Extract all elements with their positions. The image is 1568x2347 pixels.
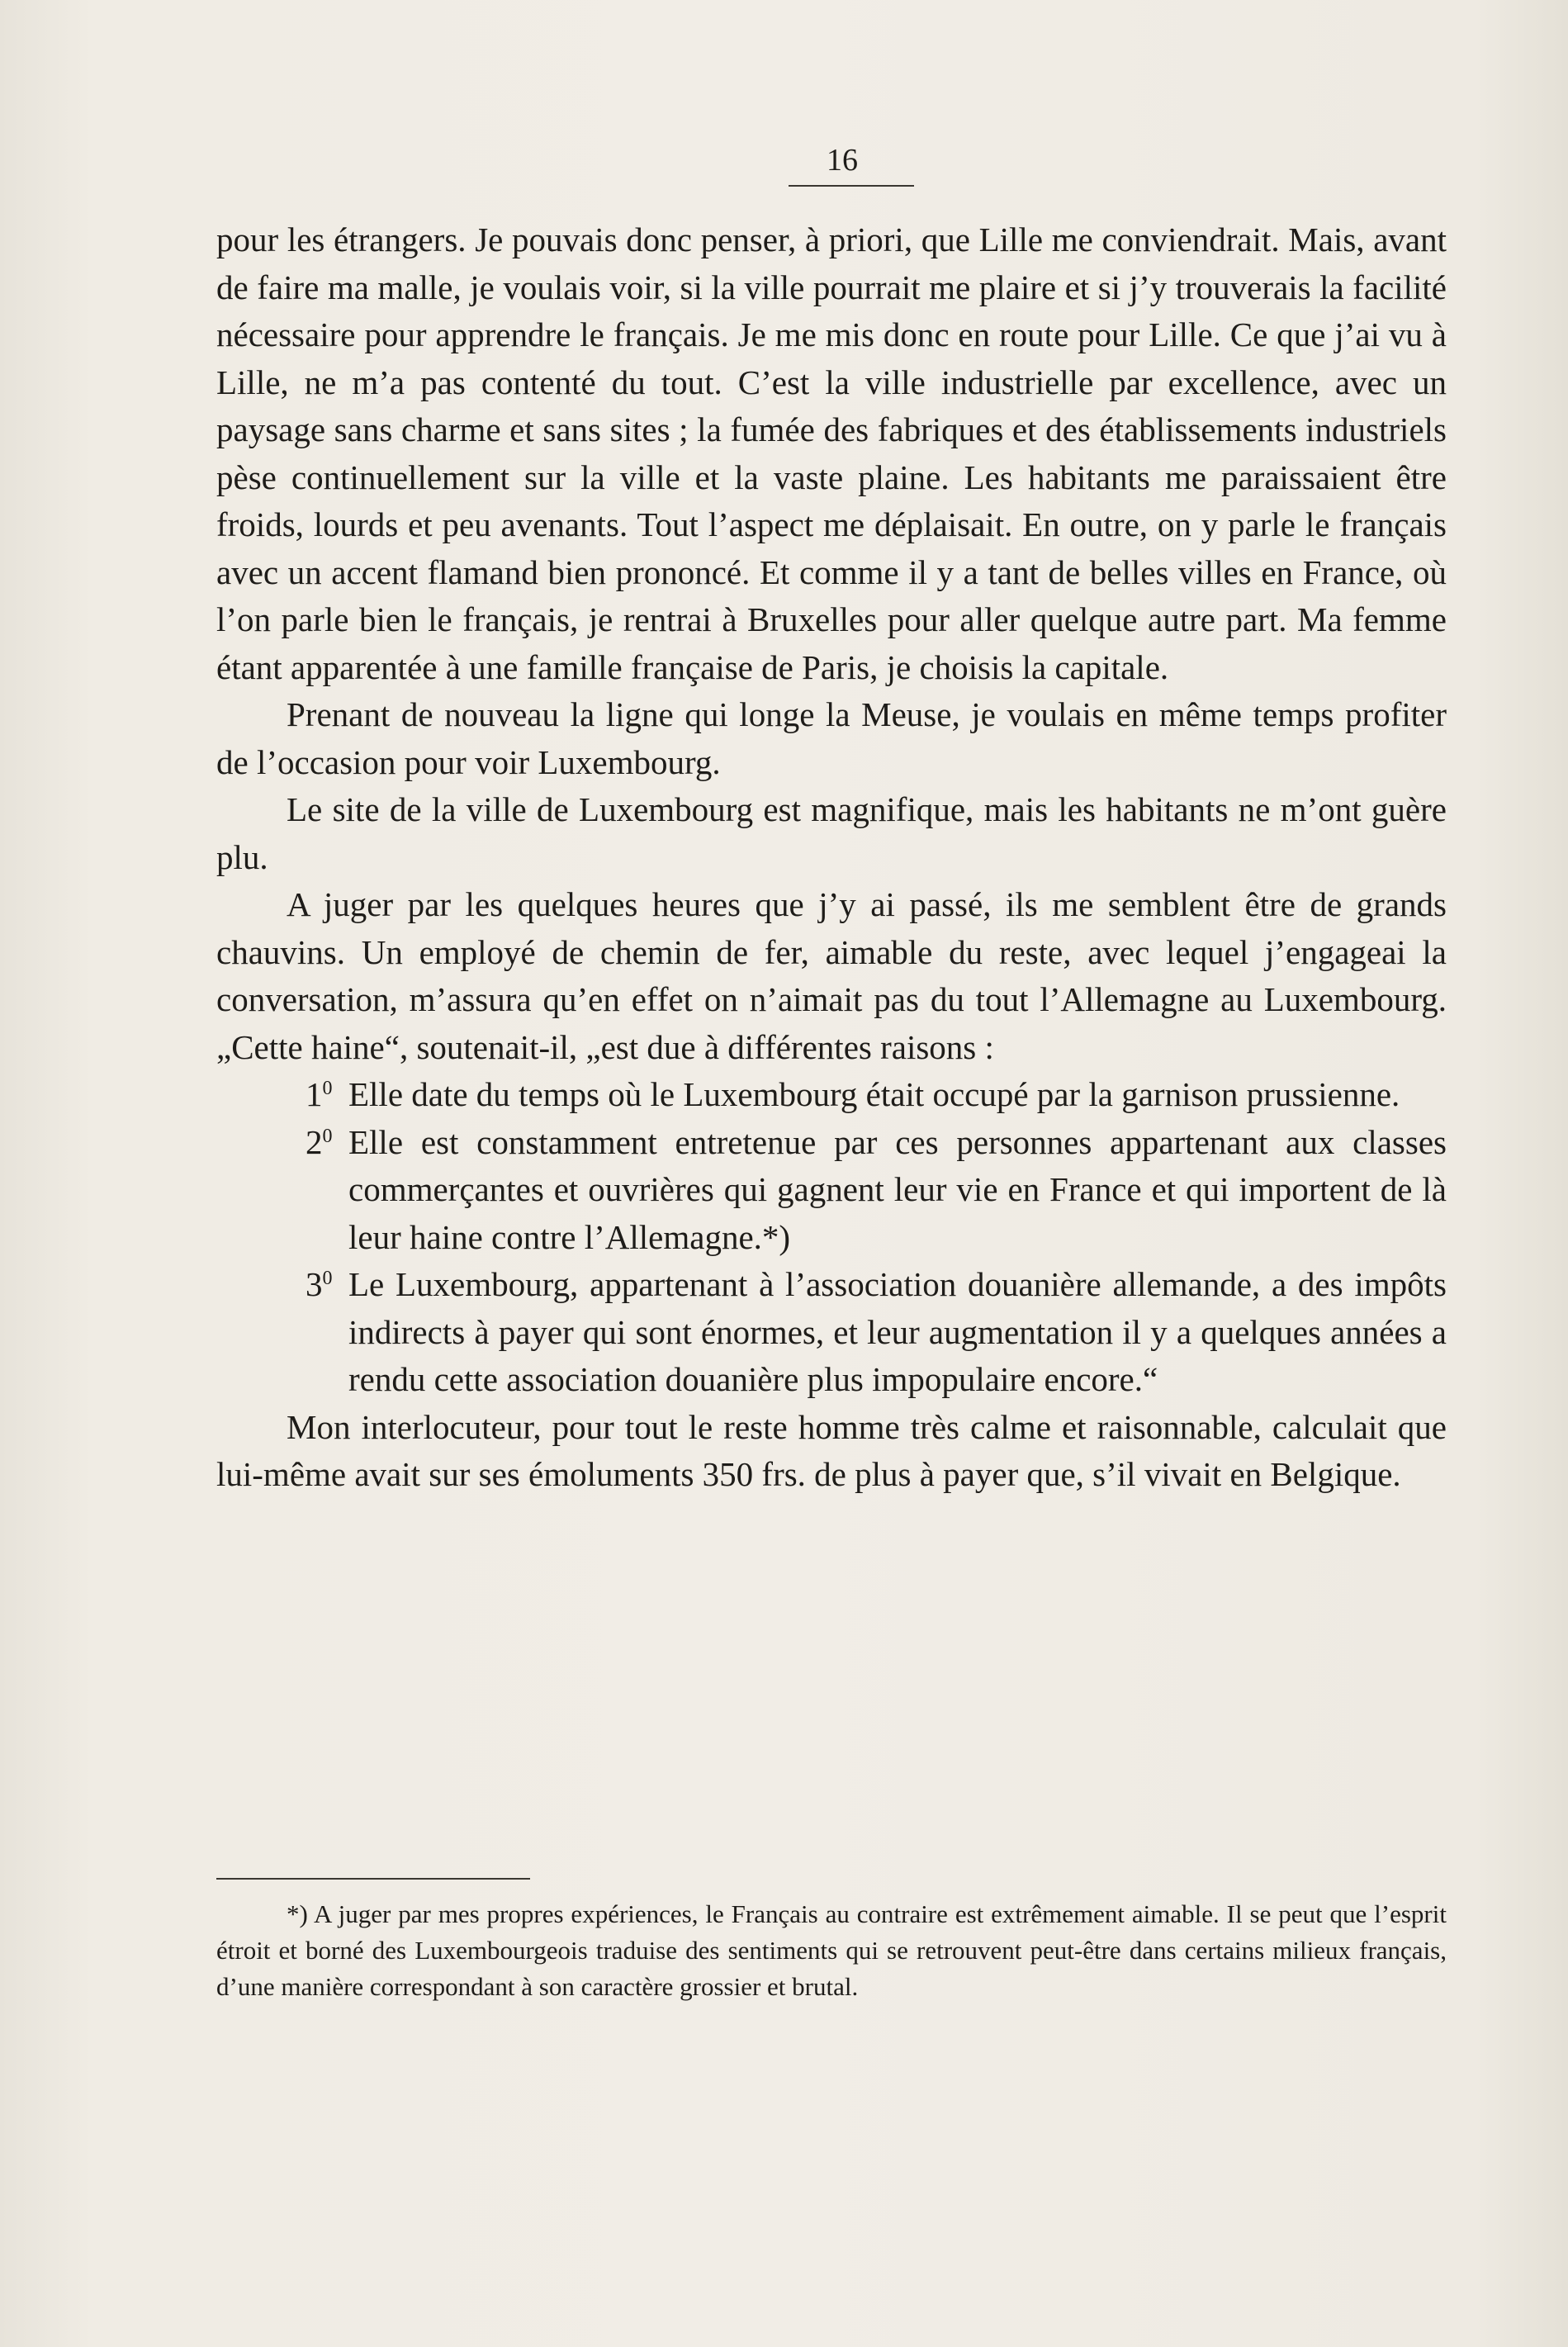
reasons-list — [306, 1071, 1447, 1404]
list-item-text: Le Luxembourg, appartenant à l’association douanière allemande, a des impôts indirects à payer qui sont énormes, et leur augmentation il y a quelques années a rendu cette association douanière plus impopulaire encore.“ — [348, 1265, 1447, 1398]
footnote-marker: *) — [287, 1899, 308, 1928]
paragraph-1: pour les étrangers. Je pouvais donc penser, à priori, que Lille me conviendrait. Mais, avant de faire ma malle, je voulais voir, si la ville pourrait me plaire et si j’y trouverais la facilité nécessaire pour apprendre le français. Je me mis donc en route pour Lille. Ce que j’ai vu à Lille, ne m’a pas contenté du tout. C’est la ville industrielle par excellence, avec un paysage sans charme et sans sites ; la fumée des fabriques et des établissements industriels pèse continuellement sur la ville et la vaste plaine. Les habitants me paraissaient être froids, lourds et peu avenants. Tout l’aspect me déplaisait. En outre, on y parle le français avec un accent flamand bien prononcé. Et comme il y a tant de belles villes en France, où l’on parle bien le français, je rentrai à Bruxelles pour aller quelque autre part. Ma femme étant apparentée à une famille française de Paris, je choisis la capitale. — [216, 220, 1447, 686]
list-item-number: $2^0$ — [306, 1122, 333, 1161]
list-item-number: $1^0$ — [306, 1075, 333, 1113]
paragraph-4: A juger par les quelques heures que j’y ai passé, ils me semblent être de grands chauvins. Un employé de chemin de fer, aimable du reste, avec lequel j’engageai la conversation, m’assura qu’en effet on n’aimait pas du tout l’Allemagne au Luxembourg. „Cette haine“, soutenait-il, „est due à différentes raisons : — [216, 885, 1447, 1066]
list-item-number: $3^0$ — [306, 1265, 333, 1303]
page-number-rule — [789, 185, 914, 187]
body-text — [216, 216, 1447, 1499]
list-item-text: Elle est constamment entretenue par ces personnes appartenant aux classes commerçantes et ouvrières qui gagnent leur vie en France et qui importent de là leur haine contre l’Allemagne.*) — [348, 1122, 1447, 1256]
list-item-text: Elle date du temps où le Luxembourg était occupé par la garnison prussienne. — [348, 1075, 1400, 1113]
paragraph-3: Le site de la ville de Luxembourg est magnifique, mais les habitants ne m’ont guère plu. — [216, 790, 1447, 876]
list-item — [306, 1119, 1447, 1262]
list-item — [306, 1261, 1447, 1404]
footnote-rule — [216, 1878, 530, 1880]
page-number: 16 — [827, 143, 858, 178]
list-item — [306, 1071, 1447, 1119]
footnote-text: A juger par mes propres expériences, le Français au contraire est extrêmement aimable. Il se peut que l’esprit étroit et borné des Luxembourgeois traduise des sentiments qui se retrouvent peut-être dans certains milieux français, d’une manière correspondant à son caractère grossier et brutal. — [216, 1899, 1447, 2001]
paragraph-2: Prenant de nouveau la ligne qui longe la Meuse, je voulais en même temps profiter de l’occasion pour voir Luxembourg. — [216, 695, 1447, 781]
footnote — [216, 1896, 1447, 2005]
paragraph-5: Mon interlocuteur, pour tout le reste homme très calme et raisonnable, calculait que lui-même avait sur ses émoluments 350 frs. de plus à payer que, s’il vivait en Belgique. — [216, 1407, 1447, 1493]
